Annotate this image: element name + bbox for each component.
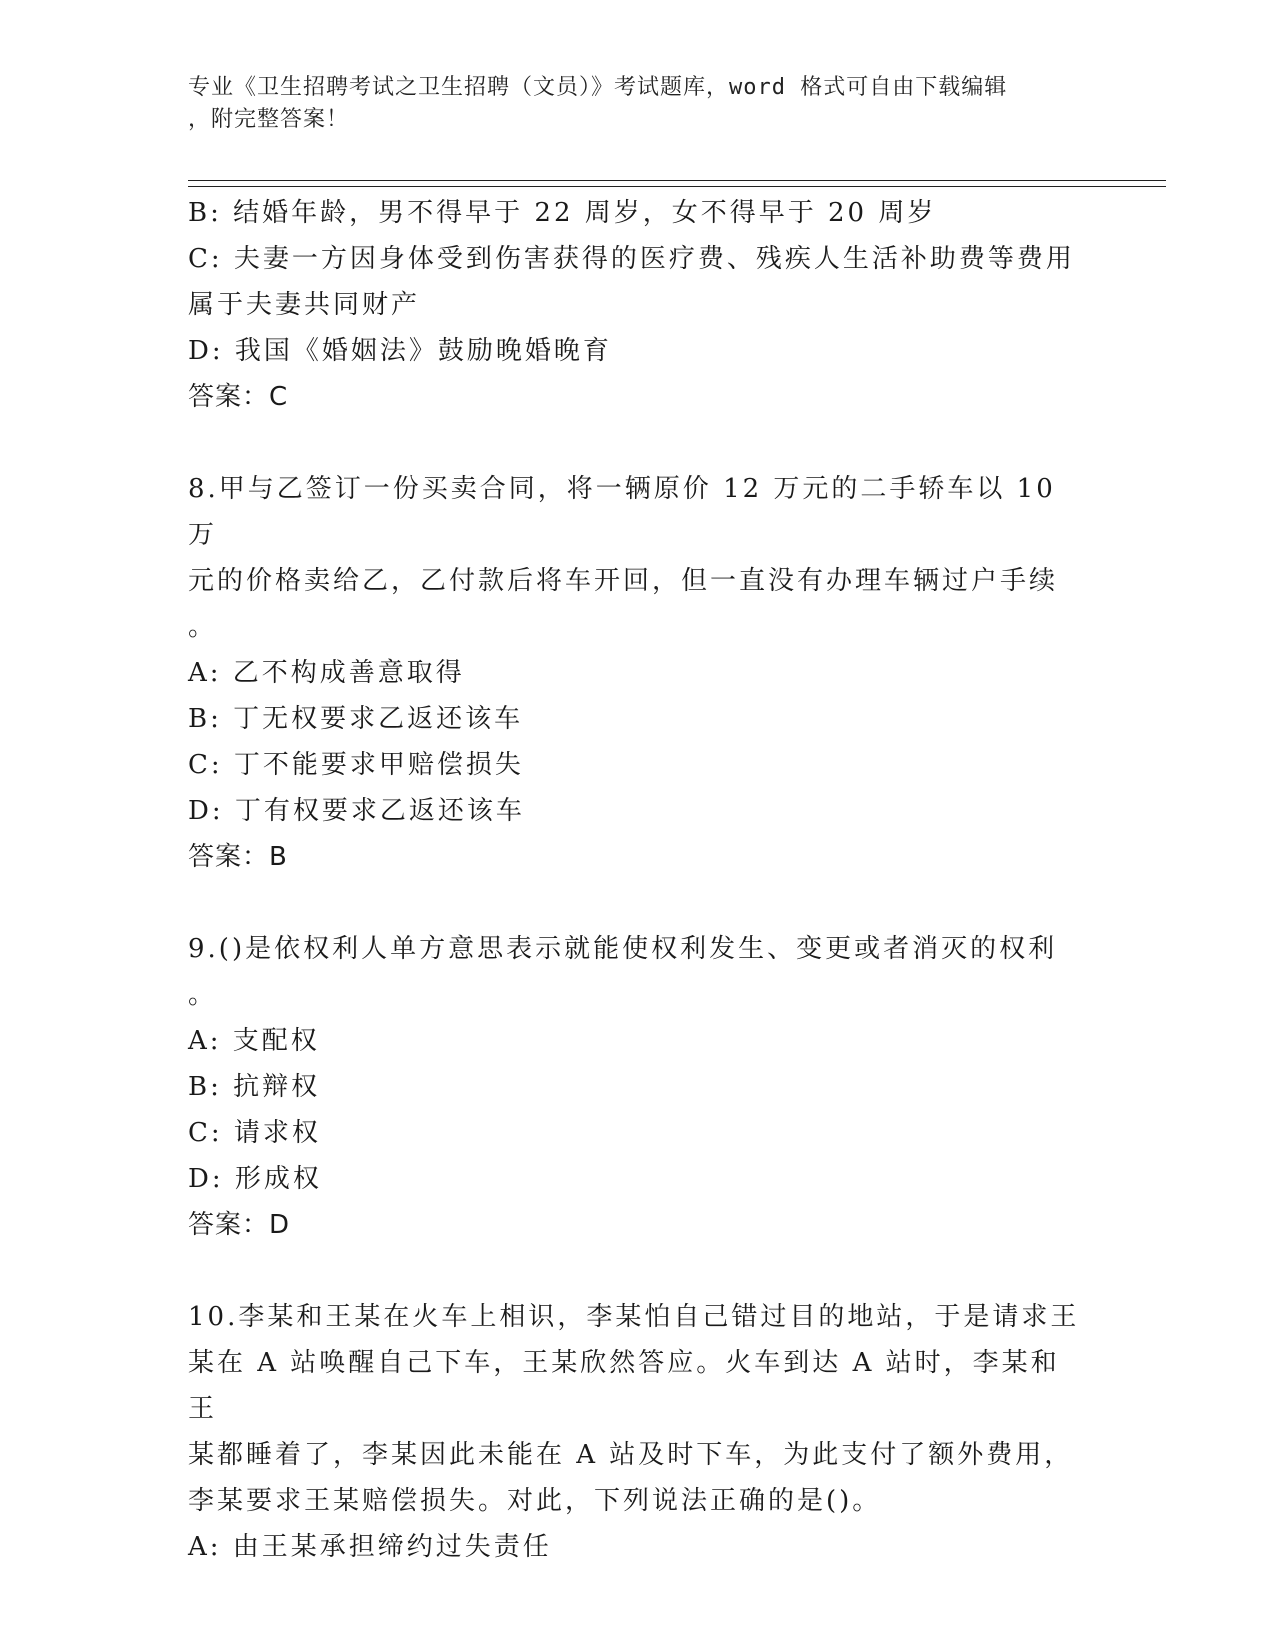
option-b: B: 丁无权要求乙返还该车 — [188, 704, 524, 734]
question-stem: 10.李某和王某在火车上相识，李某怕自己错过目的地站，于是请求王 — [188, 1302, 1080, 1332]
question-stem: 。 — [188, 612, 218, 642]
document-header — [188, 72, 1088, 136]
answer: 答案：B — [188, 842, 288, 872]
option-d: D: 我国《婚姻法》鼓励晚婚晚育 — [188, 336, 612, 366]
spacer — [188, 880, 1088, 926]
question-stem: 8.甲与乙签订一份买卖合同，将一辆原价 12 万元的二手轿车以 10 万 — [188, 474, 1056, 550]
question-stem: 某都睡着了，李某因此未能在 A 站及时下车，为此支付了额外费用， — [188, 1440, 1074, 1470]
option-b: B: 抗辩权 — [188, 1072, 321, 1102]
spacer — [188, 1248, 1088, 1294]
header-divider-top — [188, 180, 1166, 181]
option-d: D: 丁有权要求乙返还该车 — [188, 796, 525, 826]
header-divider-bottom — [188, 186, 1166, 187]
option-c-continued: 属于夫妻共同财产 — [188, 290, 421, 320]
question-stem: 9.()是依权利人单方意思表示就能使权利发生、变更或者消灭的权利 — [188, 934, 1058, 964]
option-a: A: 支配权 — [188, 1026, 320, 1056]
question-7 — [188, 190, 1088, 420]
question-9 — [188, 926, 1088, 1248]
option-c: C: 夫妻一方因身体受到伤害获得的医疗费、残疾人生活补助费等费用 — [188, 244, 1075, 274]
option-a: A: 由王某承担缔约过失责任 — [188, 1532, 552, 1562]
header-line-2: ，附完整答案！ — [188, 107, 350, 132]
spacer — [188, 420, 1088, 466]
question-list — [188, 190, 1088, 1570]
option-c: C: 丁不能要求甲赔偿损失 — [188, 750, 524, 780]
option-a: A: 乙不构成善意取得 — [188, 658, 465, 688]
answer: 答案：C — [188, 382, 289, 412]
question-8 — [188, 466, 1088, 880]
option-b: B: 结婚年龄，男不得早于 22 周岁，女不得早于 20 周岁 — [188, 198, 937, 228]
question-stem: 。 — [188, 980, 218, 1010]
question-stem: 元的价格卖给乙，乙付款后将车开回，但一直没有办理车辆过户手续 — [188, 566, 1059, 596]
question-stem: 李某要求王某赔偿损失。对此，下列说法正确的是()。 — [188, 1486, 882, 1516]
question-stem: 某在 A 站唤醒自己下车，王某欣然答应。火车到达 A 站时，李某和王 — [188, 1348, 1060, 1424]
question-10 — [188, 1294, 1088, 1570]
option-c: C: 请求权 — [188, 1118, 321, 1148]
option-d: D: 形成权 — [188, 1164, 322, 1194]
answer: 答案：D — [188, 1210, 291, 1240]
header-line-1: 专业《卫生招聘考试之卫生招聘（文员）》考试题库，word 格式可自由下载编辑 — [188, 75, 1008, 100]
